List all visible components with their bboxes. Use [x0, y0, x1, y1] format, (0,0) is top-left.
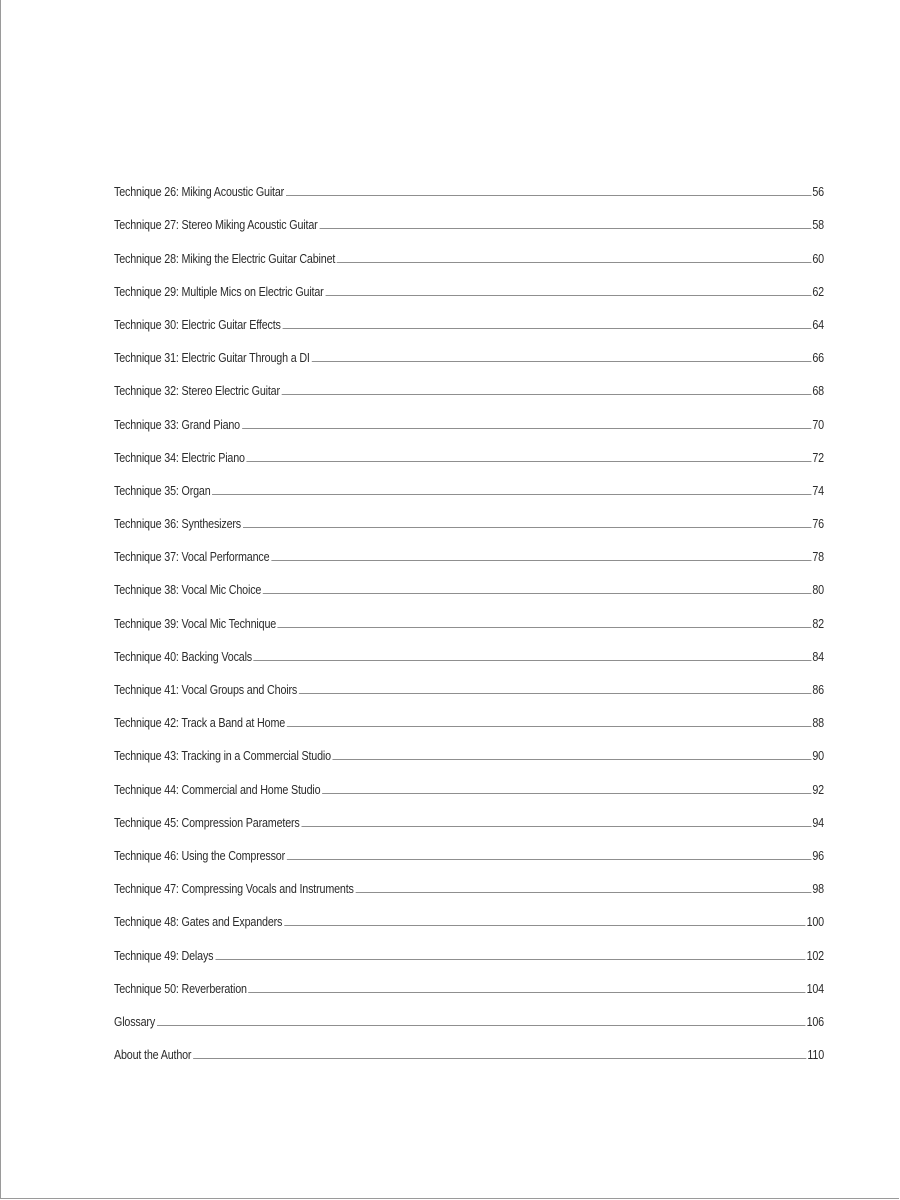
toc-entry-page: 80 [812, 583, 824, 598]
toc-entry-title: Technique 26: Miking Acoustic Guitar [114, 185, 285, 200]
dot-leader [242, 427, 812, 429]
dot-leader [278, 626, 812, 628]
toc-entry-title: Technique 44: Commercial and Home Studio [114, 782, 321, 797]
dot-leader [249, 991, 806, 993]
toc-entry-page: 78 [812, 550, 824, 565]
toc-entry-title: Technique 38: Vocal Mic Choice [114, 583, 262, 598]
toc-entry-title: Technique 50: Reverberation [114, 981, 247, 996]
toc-entry-title: Technique 43: Tracking in a Commercial Studio [114, 749, 331, 764]
toc-entry-title: Technique 32: Stereo Electric Guitar [114, 384, 280, 399]
dot-leader [299, 692, 812, 694]
dot-leader [247, 460, 812, 462]
toc-entry-title: Technique 33: Grand Piano [114, 417, 240, 432]
toc-entry-title: About the Author [114, 1048, 192, 1063]
toc-entry-title: Technique 41: Vocal Groups and Choirs [114, 683, 298, 697]
toc-entry[interactable] [114, 830, 824, 863]
toc-entry[interactable] [114, 664, 824, 697]
dot-leader [215, 958, 806, 960]
toc-entry-page: 86 [812, 683, 824, 697]
toc-entry-page: 76 [812, 517, 824, 532]
dot-leader [286, 194, 812, 196]
toc-entry-title: Technique 37: Vocal Performance [114, 550, 270, 565]
toc-entry[interactable] [114, 465, 824, 498]
toc-entry[interactable] [114, 166, 824, 199]
dot-leader [212, 493, 811, 495]
dot-leader [282, 393, 812, 395]
toc-entry-title: Technique 39: Vocal Mic Technique [114, 616, 277, 631]
toc-entry-page: 100 [806, 915, 824, 930]
toc-entry-page: 84 [812, 649, 824, 664]
dot-leader [333, 758, 812, 760]
dot-leader [322, 792, 811, 794]
dot-leader [271, 559, 811, 561]
dot-leader [193, 1057, 806, 1059]
toc-entry[interactable] [114, 730, 824, 763]
toc-entry-title: Technique 28: Miking the Electric Guitar Cabinet [114, 251, 336, 266]
toc-entry-page: 66 [812, 351, 824, 366]
dot-leader [254, 659, 812, 661]
toc-entry-title: Glossary [114, 1014, 156, 1029]
dot-leader [355, 891, 811, 893]
toc-entry-title: Technique 35: Organ [114, 483, 211, 498]
toc-entry-page: 106 [806, 1014, 824, 1029]
toc-entry-title: Technique 31: Electric Guitar Through a DI [114, 351, 310, 366]
toc-entry-page: 98 [812, 882, 824, 897]
toc-entry-title: Technique 40: Backing Vocals [114, 649, 253, 664]
dot-leader [319, 227, 811, 229]
toc-entry[interactable] [114, 432, 824, 465]
toc-entry[interactable] [114, 929, 824, 962]
dot-leader [282, 327, 811, 329]
dot-leader [337, 261, 812, 263]
dot-leader [284, 924, 806, 926]
toc-entry-title: Technique 46: Using the Compressor [114, 848, 286, 863]
toc-entry[interactable] [114, 963, 824, 996]
toc-entry[interactable] [114, 763, 824, 796]
toc-entry-page: 72 [812, 450, 824, 465]
toc-entry-title: Technique 27: Stereo Miking Acoustic Guitar [114, 218, 318, 233]
table-of-contents [114, 166, 824, 1062]
dot-leader [301, 825, 811, 827]
toc-entry-title: Technique 34: Electric Piano [114, 450, 245, 465]
toc-entry[interactable] [114, 797, 824, 830]
dot-leader [311, 360, 811, 362]
dot-leader [287, 858, 812, 860]
toc-entry-page: 62 [812, 284, 824, 299]
toc-entry[interactable] [114, 631, 824, 664]
toc-entry-title: Technique 49: Delays [114, 948, 214, 963]
toc-entry[interactable] [114, 498, 824, 531]
toc-entry-page: 60 [812, 251, 824, 266]
dot-leader [325, 294, 811, 296]
toc-entry-page: 58 [812, 218, 824, 233]
toc-entry-page: 94 [812, 815, 824, 830]
toc-entry-title: Technique 30: Electric Guitar Effects [114, 317, 281, 332]
dot-leader [287, 725, 812, 727]
toc-entry[interactable] [114, 697, 824, 730]
dot-leader [243, 526, 812, 528]
toc-entry-title: Technique 48: Gates and Expanders [114, 915, 283, 930]
toc-entry[interactable] [114, 299, 824, 332]
toc-entry[interactable] [114, 332, 824, 365]
toc-entry-title: Technique 36: Synthesizers [114, 517, 241, 532]
toc-entry[interactable] [114, 365, 824, 398]
toc-entry-page: 102 [806, 948, 824, 963]
toc-entry-page: 88 [812, 716, 824, 731]
toc-entry[interactable] [114, 232, 824, 265]
toc-entry[interactable] [114, 398, 824, 431]
toc-entry-title: Technique 45: Compression Parameters [114, 815, 300, 830]
dot-leader [263, 592, 812, 594]
toc-entry-title: Technique 29: Multiple Mics on Electric Guitar [114, 284, 324, 299]
toc-entry-page: 90 [812, 749, 824, 764]
toc-entry[interactable] [114, 863, 824, 896]
toc-entry[interactable] [114, 597, 824, 630]
toc-entry[interactable] [114, 266, 824, 299]
toc-entry[interactable] [114, 564, 824, 597]
toc-entry-page: 104 [806, 981, 824, 996]
toc-entry-page: 68 [812, 384, 824, 399]
toc-entry-page: 74 [812, 483, 824, 498]
toc-entry-page: 64 [812, 317, 824, 332]
dot-leader [157, 1024, 806, 1026]
toc-entry[interactable] [114, 896, 824, 929]
toc-entry[interactable] [114, 996, 824, 1029]
toc-entry-page: 70 [812, 417, 824, 432]
toc-entry-page: 92 [812, 782, 824, 797]
toc-entry[interactable] [114, 1029, 824, 1062]
toc-entry[interactable] [114, 199, 824, 232]
toc-entry-page: 96 [812, 848, 824, 863]
toc-entry-title: Technique 42: Track a Band at Home [114, 716, 286, 731]
toc-entry[interactable] [114, 531, 824, 564]
toc-entry-page: 82 [812, 616, 824, 631]
toc-entry-page: 110 [807, 1048, 824, 1063]
toc-entry-title: Technique 47: Compressing Vocals and Instruments [114, 882, 354, 897]
toc-entry-page: 56 [812, 185, 824, 200]
